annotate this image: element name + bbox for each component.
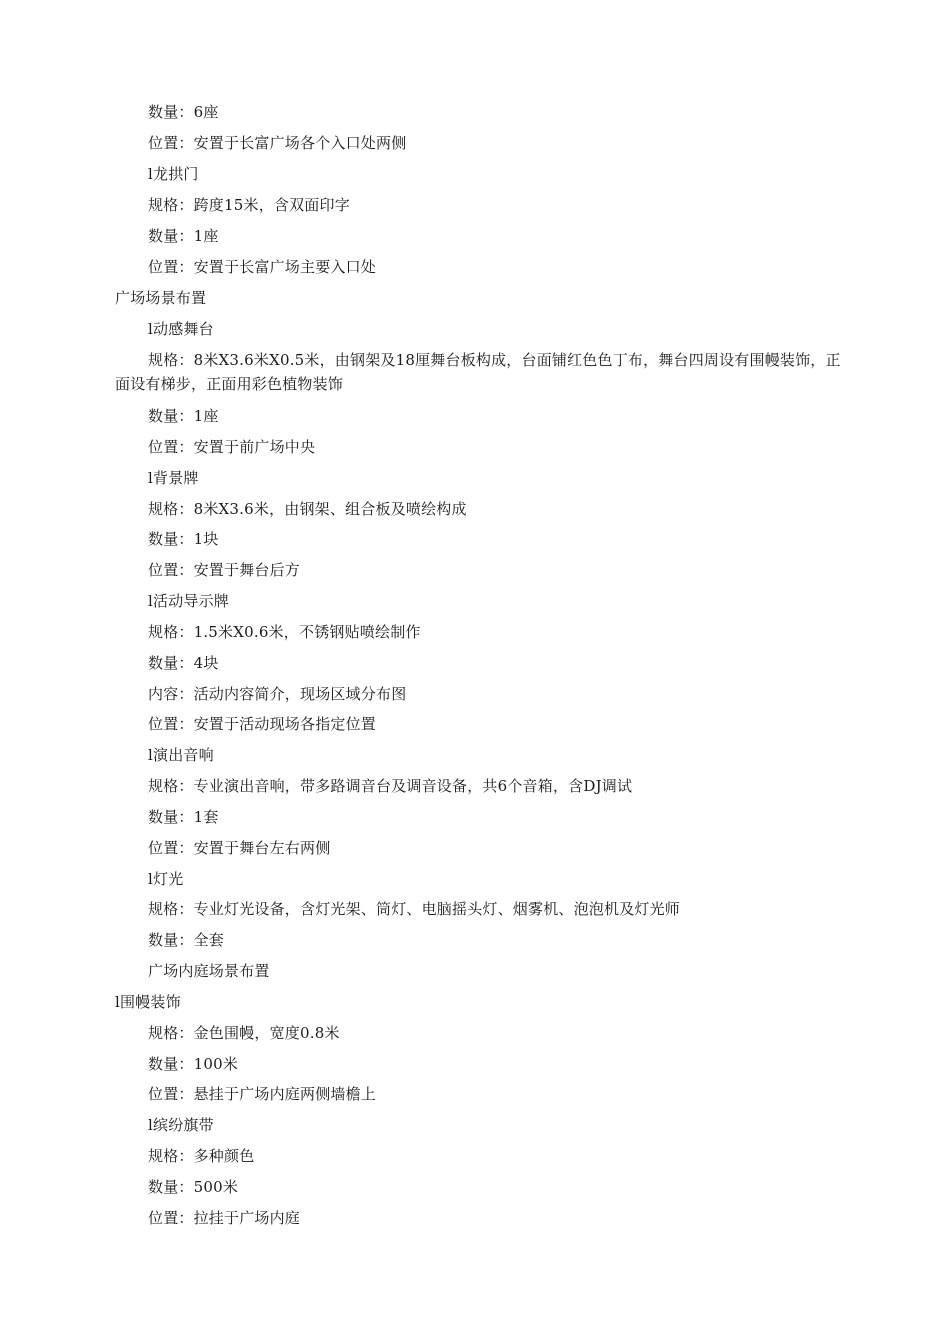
text-line: 位置：安置于前广场中央: [148, 438, 316, 456]
text-line: 位置：安置于长富广场各个入口处两侧: [148, 134, 407, 152]
item-heading: l活动导示牌: [148, 592, 229, 610]
item-heading: l动感舞台: [148, 320, 214, 338]
text-line: 位置：悬挂于广场内庭两侧墙檐上: [148, 1085, 377, 1103]
item-heading: l灯光: [148, 870, 184, 888]
text-line: 内容：活动内容简介，现场区域分布图: [148, 685, 407, 703]
item-heading: l缤纷旗带: [148, 1116, 214, 1134]
text-paragraph: 规格：8米X3.6米X0.5米，由钢架及18厘舞台板构成，台面铺红色色丁布，舞台四周设有围幔装饰，正面设有梯步，正面用彩色植物装饰: [115, 351, 841, 393]
text-line: 规格：跨度15米，含双面印字: [148, 196, 350, 214]
section-heading: 广场场景布置: [115, 289, 207, 307]
item-heading: l演出音响: [148, 746, 214, 764]
text-line: 数量：全套: [148, 931, 225, 949]
text-line: 数量：1块: [148, 530, 219, 548]
text-line: 数量：500米: [148, 1178, 239, 1196]
text-line: 数量：4块: [148, 654, 219, 672]
text-line: 位置：安置于活动现场各指定位置: [148, 715, 377, 733]
text-line: 数量：6座: [148, 103, 219, 121]
text-line: 位置：拉挂于广场内庭: [148, 1209, 301, 1227]
item-heading: l背景牌: [148, 469, 199, 487]
text-line: 规格：专业演出音响，带多路调音台及调音设备，共6个音箱，含DJ调试: [148, 777, 633, 795]
item-heading: l围幔装饰: [115, 993, 181, 1011]
text-line: 数量：1座: [148, 407, 219, 425]
text-line: 位置：安置于长富广场主要入口处: [148, 258, 377, 276]
text-line: 规格：1.5米X0.6米，不锈钢贴喷绘制作: [148, 623, 421, 641]
text-line: 数量：100米: [148, 1055, 239, 1073]
text-line: 规格：专业灯光设备，含灯光架、筒灯、电脑摇头灯、烟雾机、泡泡机及灯光师: [148, 900, 681, 918]
text-line: 位置：安置于舞台左右两侧: [148, 839, 331, 857]
text-line: 位置：安置于舞台后方: [148, 561, 301, 579]
item-heading: l龙拱门: [148, 165, 199, 183]
text-line: 规格：多种颜色: [148, 1147, 255, 1165]
text-line: 规格：金色围幔，宽度0.8米: [148, 1024, 340, 1042]
section-heading: 广场内庭场景布置: [148, 962, 270, 980]
text-line: 数量：1套: [148, 808, 219, 826]
text-line: 规格：8米X3.6米，由钢架、组合板及喷绘构成: [148, 500, 467, 518]
text-line: 数量：1座: [148, 227, 219, 245]
